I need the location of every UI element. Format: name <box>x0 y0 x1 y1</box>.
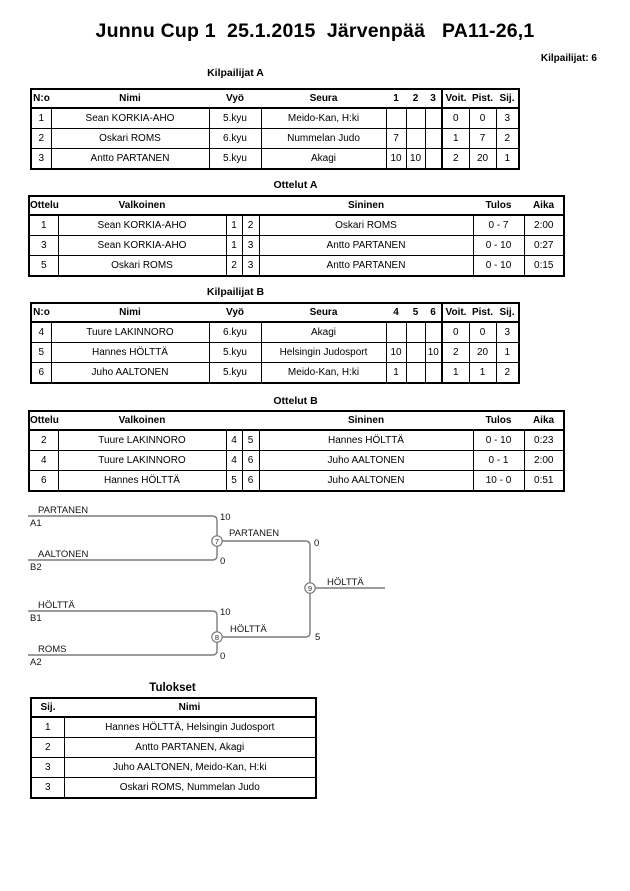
table-row: 4 Tuure LAKINNORO 6.kyu Akagi 0 0 3 <box>31 322 519 343</box>
bracket-semi1-bottom-seed: B2 <box>30 562 42 573</box>
bracket-semi1-top-seed: A1 <box>30 518 42 529</box>
bracket-semi2-bottom-name: ROMS <box>38 644 67 655</box>
col-header-belt: Vyö <box>209 89 261 108</box>
competitors-count: Kilpailijat: 6 <box>540 53 597 64</box>
col-header-wins: Voit. <box>442 303 469 322</box>
table-row: 1 Hannes HÖLTTÄ, Helsingin Judosport <box>31 717 316 738</box>
col-header-m3: 3 <box>425 89 442 108</box>
bracket-semi1-winner-name: PARTANEN <box>229 528 280 539</box>
table-row: 1 Sean KORKIA-AHO 5.kyu Meido-Kan, H:ki 0 0 3 <box>31 108 519 129</box>
table-row: 4 Tuure LAKINNORO 4 6 Juho AALTONEN 0 - 1 2:00 <box>29 451 564 471</box>
bracket-final-winner-name: HÖLTTÄ <box>327 577 364 588</box>
table-row: 2 Tuure LAKINNORO 4 5 Hannes HÖLTTÄ 0 - 10 0:23 <box>29 430 564 451</box>
col-header-time: Aika <box>524 411 564 430</box>
bracket-final-bottom-score: 5 <box>315 632 321 643</box>
col-header-place: Sij. <box>31 698 64 717</box>
col-header-club: Seura <box>261 89 386 108</box>
col-header-m2: 5 <box>406 303 425 322</box>
col-header-belt: Vyö <box>209 303 261 322</box>
col-header-no: N:o <box>31 303 51 322</box>
results-title: Tulokset <box>149 682 196 694</box>
table-row: 6 Juho AALTONEN 5.kyu Meido-Kan, H:ki 1 1 1 2 <box>31 363 519 384</box>
bracket-match-7-number: 7 <box>214 536 220 546</box>
bracket-semi2-winner-name: HÖLTTÄ <box>230 624 267 635</box>
table-row: 5 Hannes HÖLTTÄ 5.kyu Helsingin Judosport 10 10 2 20 1 <box>31 343 519 363</box>
bracket-semi2-top-seed: B1 <box>30 613 42 624</box>
bracket-semi2-bottom-score: 0 <box>220 651 226 662</box>
col-header-white: Valkoinen <box>58 411 226 430</box>
col-header-no: N:o <box>31 89 51 108</box>
col-header-wins: Voit. <box>442 89 469 108</box>
col-header-match: Ottelu <box>29 196 58 215</box>
col-header-points: Pist. <box>469 89 496 108</box>
pool-b-title: Kilpailijat B <box>206 286 265 298</box>
col-header-place: Sij. <box>496 303 519 322</box>
bracket-match-9-number: 9 <box>307 583 313 593</box>
col-header-points: Pist. <box>469 303 496 322</box>
col-header-club: Seura <box>261 303 386 322</box>
results-header-row <box>31 698 316 717</box>
col-header-m1: 1 <box>386 89 406 108</box>
col-header-white: Valkoinen <box>58 196 226 215</box>
table-row: 2 Antto PARTANEN, Akagi <box>31 738 316 758</box>
bracket-semi1-top-line <box>28 516 217 536</box>
col-header-name: Nimi <box>51 303 209 322</box>
bracket-semi2-top-name: HÖLTTÄ <box>38 600 75 611</box>
bracket-semi2-top-score: 10 <box>220 607 231 618</box>
bracket-semi1-winner-line <box>222 541 310 583</box>
col-header-result: Tulos <box>473 196 524 215</box>
pool-a-title: Kilpailijat A <box>207 67 264 79</box>
bracket-match-8-number: 8 <box>214 632 220 642</box>
table-row: 3 Antto PARTANEN 5.kyu Akagi 10 10 2 20 1 <box>31 149 519 170</box>
col-header-time: Aika <box>524 196 564 215</box>
table-row: 3 Oskari ROMS, Nummelan Judo <box>31 778 316 799</box>
col-header-m3: 6 <box>425 303 442 322</box>
col-header-m1: 4 <box>386 303 406 322</box>
table-row: 2 Oskari ROMS 6.kyu Nummelan Judo 7 1 7 2 <box>31 129 519 149</box>
table-row: 1 Sean KORKIA-AHO 1 2 Oskari ROMS 0 - 7 2:00 <box>29 215 564 236</box>
col-header-match: Ottelu <box>29 411 58 430</box>
col-header-blue: Sininen <box>259 411 473 430</box>
results-table <box>30 697 317 799</box>
page-title: Junnu Cup 1 25.1.2015 Järvenpää PA11-26,1 <box>95 20 535 42</box>
bracket-semi1-top-name: PARTANEN <box>38 505 89 516</box>
table-row: 3 Sean KORKIA-AHO 1 3 Antto PARTANEN 0 - 10 0:27 <box>29 236 564 256</box>
col-header-blue: Sininen <box>259 196 473 215</box>
bracket-semi2-bottom-seed: A2 <box>30 657 42 668</box>
bracket-semi1-top-score: 10 <box>220 512 231 523</box>
col-header-m2: 2 <box>406 89 425 108</box>
table-row: 5 Oskari ROMS 2 3 Antto PARTANEN 0 - 10 0:15 <box>29 256 564 277</box>
col-header-name: Nimi <box>51 89 209 108</box>
bracket-semi1-bottom-name: AALTONEN <box>38 549 89 560</box>
matches-a-title: Ottelut A <box>273 179 318 191</box>
matches-b-title: Ottelut B <box>273 395 318 407</box>
col-header-result: Tulos <box>473 411 524 430</box>
bracket-semi1-bottom-score: 0 <box>220 556 226 567</box>
col-header-name: Nimi <box>64 698 316 717</box>
bracket-semi2-top-line <box>28 611 217 632</box>
table-row: 3 Juho AALTONEN, Meido-Kan, H:ki <box>31 758 316 778</box>
col-header-place: Sij. <box>496 89 519 108</box>
bracket-final-top-score: 0 <box>314 538 320 549</box>
table-row: 6 Hannes HÖLTTÄ 5 6 Juho AALTONEN 10 - 0 0:51 <box>29 471 564 492</box>
